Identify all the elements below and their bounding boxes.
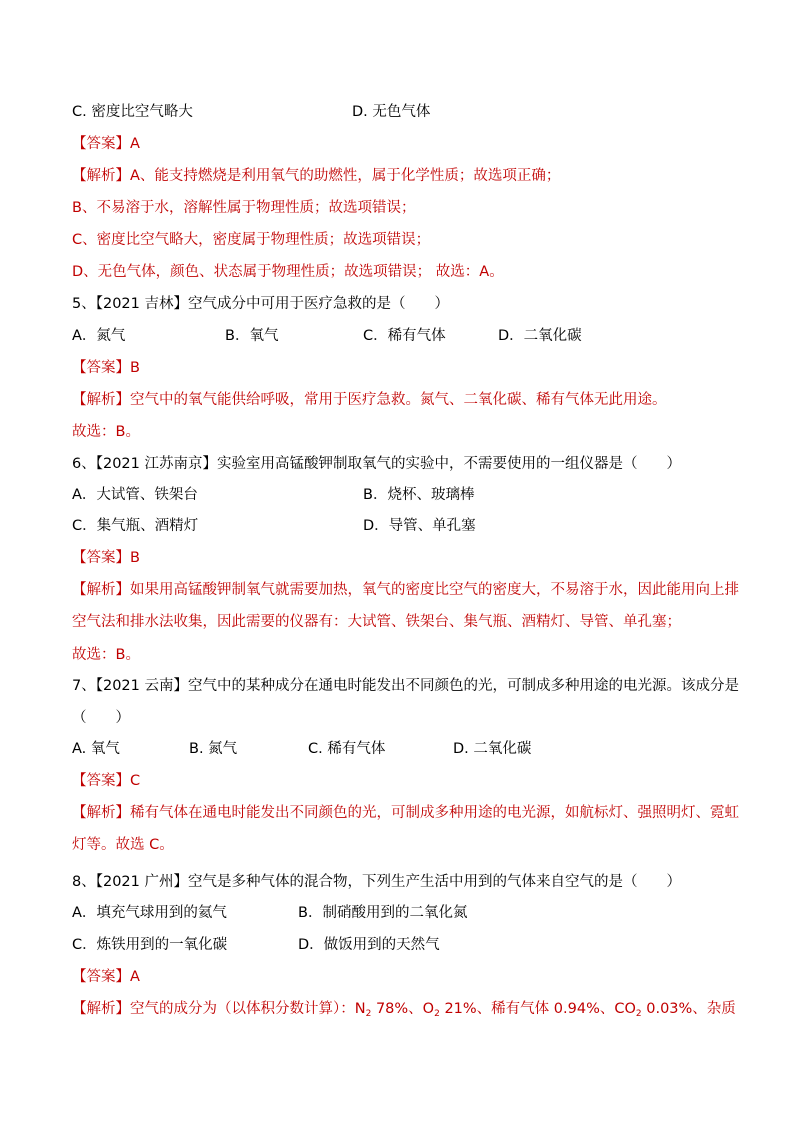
q7-analysis-line-2: 灯等。故选 C。 xyxy=(72,837,174,853)
q6-option-d: D．导管、单孔塞 xyxy=(363,518,476,534)
q6-stem xyxy=(72,454,681,474)
question-text: 空气是多种气体的混合物，下列生产生活中用到的气体来自空气的是（ ） xyxy=(188,874,681,890)
q6-option-b: B．烧杯、玻璃棒 xyxy=(363,487,475,503)
analysis-text-mid2: 21%、稀有气体 0.94%、CO xyxy=(439,1001,636,1017)
q6-answer xyxy=(72,548,140,568)
analysis-tag: 【解析】 xyxy=(72,582,130,598)
analysis-tag: 【解析】 xyxy=(72,805,130,821)
analysis-tag: 【解析】 xyxy=(72,1001,130,1017)
q8-answer xyxy=(72,967,140,987)
question-number: 7、 xyxy=(72,678,96,694)
question-text: 实验室用高锰酸钾制取氧气的实验中，不需要使用的一组仪器是（ ） xyxy=(217,456,681,472)
q4-option-d: D. 无色气体 xyxy=(352,104,431,120)
analysis-tag: 【解析】 xyxy=(72,168,130,184)
analysis-text-post: 0.03%、杂质 xyxy=(641,1001,736,1017)
analysis-tag: 【解析】 xyxy=(72,392,130,408)
analysis-text: 稀有气体在通电时能发出不同颜色的光，可制成多种用途的电光源，如航标灯、强照明灯、霓虹 xyxy=(130,805,739,821)
q7-option-b: B. 氮气 xyxy=(189,741,238,757)
analysis-text: 如果用高锰酸钾制氧气就需要加热，氧气的密度比空气的密度大，不易溶于水，因此能用向上排 xyxy=(130,582,739,598)
question-source: 【2021 广州】 xyxy=(95,874,188,890)
q6-analysis-line-2: 空气法和排水法收集，因此需要的仪器有：大试管、铁架台、集气瓶、酒精灯、导管、单孔塞； xyxy=(72,614,681,630)
analysis-text-pre: 空气的成分为（以体积分数计算）：N xyxy=(130,1001,366,1017)
q7-option-a: A. 氧气 xyxy=(72,741,120,757)
q6-option-a: A．大试管、铁架台 xyxy=(72,487,198,503)
answer-value: B xyxy=(130,550,140,566)
q4-answer xyxy=(72,134,140,154)
q7-answer xyxy=(72,771,140,791)
q8-option-b: B．制硝酸用到的二氧化氮 xyxy=(298,905,468,921)
q8-option-a: A．填充气球用到的氦气 xyxy=(72,905,227,921)
q7-option-c: C. 稀有气体 xyxy=(308,741,386,757)
n2-subscript: 2 xyxy=(365,1009,372,1019)
question-number: 6、 xyxy=(72,456,96,472)
answer-tag: 【答案】 xyxy=(72,136,130,152)
q7-analysis-line-1 xyxy=(72,803,739,823)
q8-option-c: C．炼铁用到的一氧化碳 xyxy=(72,937,228,953)
question-text: 空气成分中可用于医疗急救的是（ ） xyxy=(188,296,449,312)
q8-option-d: D．做饭用到的天然气 xyxy=(298,937,440,953)
answer-value: C xyxy=(130,773,141,789)
q5-option-b: B．氧气 xyxy=(225,328,279,344)
q8-analysis-line-1 xyxy=(72,999,736,1024)
q5-option-a: A．氮气 xyxy=(72,328,126,344)
answer-tag: 【答案】 xyxy=(72,360,130,376)
answer-value: A xyxy=(130,969,140,985)
question-number: 5、 xyxy=(72,296,96,312)
q6-option-c: C．集气瓶、酒精灯 xyxy=(72,518,199,534)
o2-subscript: 2 xyxy=(434,1009,440,1019)
q7-stem-line-1 xyxy=(72,676,739,696)
answer-value: B xyxy=(130,360,140,376)
question-number: 8、 xyxy=(72,874,96,890)
q8-stem xyxy=(72,872,681,892)
analysis-text: 空气中的氧气能供给呼吸，常用于医疗急救。氮气、二氧化碳、稀有气体无此用途。 xyxy=(130,392,667,408)
q5-option-d: D．二氧化碳 xyxy=(498,328,582,344)
answer-tag: 【答案】 xyxy=(72,550,130,566)
analysis-text: A、能支持燃烧是利用氧气的助燃性，属于化学性质；故选项正确； xyxy=(130,168,561,184)
q6-analysis-line-1 xyxy=(72,580,739,600)
question-source: 【2021 吉林】 xyxy=(95,296,188,312)
analysis-text-mid1: 78%、O xyxy=(371,1001,435,1017)
q7-option-d: D. 二氧化碳 xyxy=(453,741,532,757)
question-text: 空气中的某种成分在通电时能发出不同颜色的光，可制成多种用途的电光源。该成分是 xyxy=(188,678,739,694)
q5-analysis-line-1 xyxy=(72,390,667,410)
answer-tag: 【答案】 xyxy=(72,969,130,985)
q6-analysis-line-3: 故选：B。 xyxy=(72,647,140,663)
q4-analysis-line-4: D、无色气体，颜色、状态属于物理性质；故选项错误； 故选：A。 xyxy=(72,264,504,280)
q7-stem-line-2: （ ） xyxy=(72,710,130,726)
q5-stem xyxy=(72,294,449,314)
q5-analysis-line-2: 故选：B。 xyxy=(72,424,140,440)
co2-subscript: 2 xyxy=(635,1009,642,1019)
q4-option-c: C. 密度比空气略大 xyxy=(72,104,193,120)
question-source: 【2021 云南】 xyxy=(95,678,188,694)
q4-analysis-line-2: B、不易溶于水，溶解性属于物理性质；故选项错误； xyxy=(72,200,416,216)
q4-analysis-line-3: C、密度比空气略大，密度属于物理性质；故选项错误； xyxy=(72,232,431,248)
answer-tag: 【答案】 xyxy=(72,773,130,789)
answer-value: A xyxy=(130,136,140,152)
question-source: 【2021 江苏南京】 xyxy=(95,456,217,472)
q5-answer xyxy=(72,358,140,378)
q4-analysis-line-1 xyxy=(72,166,560,186)
q5-option-c: C．稀有气体 xyxy=(363,328,446,344)
